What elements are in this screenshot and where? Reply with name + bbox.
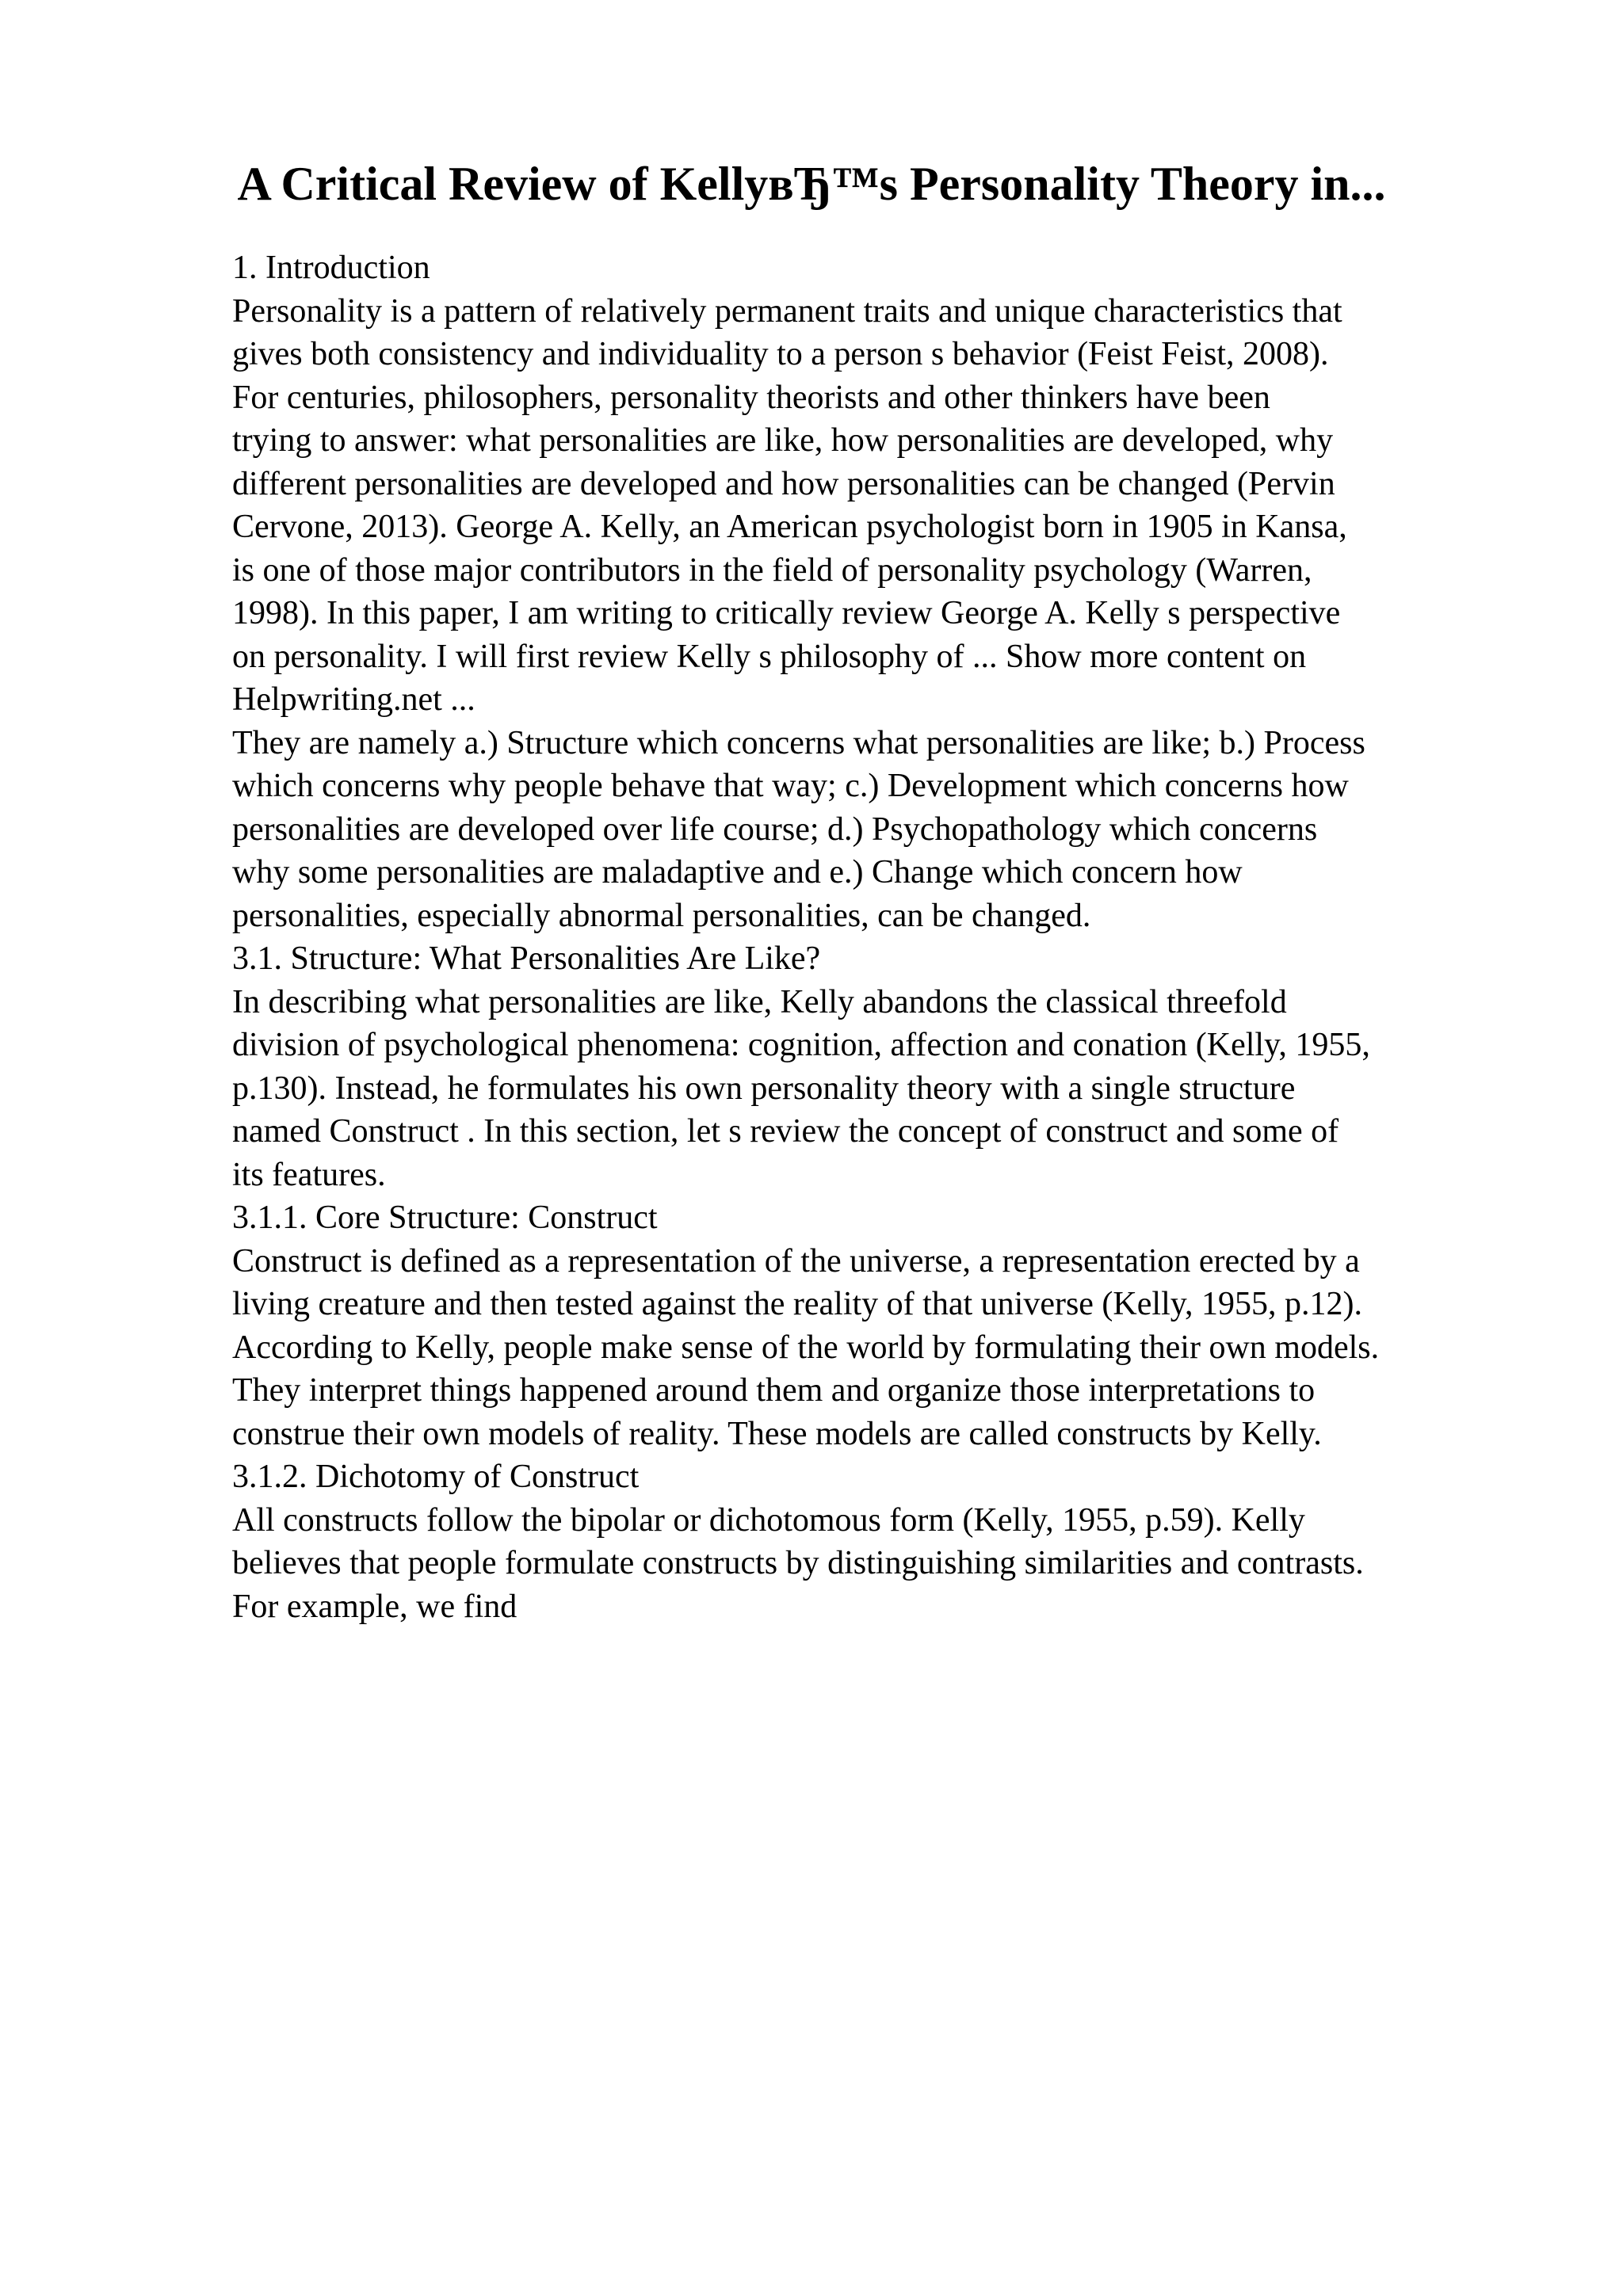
body-line: Personality is a pattern of relatively permanent traits and unique characteristics that	[232, 292, 1342, 330]
body-line: They interpret things happened around them and organize those interpretations to	[232, 1372, 1316, 1409]
body-line: personalities, especially abnormal personalities, can be changed.	[232, 897, 1091, 934]
body-line: which concerns why people behave that way; c.) Development which concerns how	[232, 768, 1349, 804]
body-line: on personality. I will first review Kelly s philosophy of ... Show more content on	[232, 638, 1307, 675]
document-title: A Critical Review of KellyвЂ™s Personality Theory in...	[237, 158, 1386, 210]
body-line: its features.	[232, 1156, 386, 1193]
body-line: personalities are developed over life course; d.) Psychopathology which concerns	[232, 810, 1318, 848]
body-line: division of psychological phenomena: cognition, affection and conation (Kelly, 1955,	[232, 1027, 1370, 1063]
body-line: different personalities are developed and how personalities can be changed (Pervin	[232, 465, 1335, 502]
section-heading-core-structure: 3.1.1. Core Structure: Construct	[232, 1199, 658, 1236]
body-line: Cervone, 2013). George A. Kelly, an American psychologist born in 1905 in Kansa,	[232, 509, 1347, 545]
body-line: Helpwriting.net ...	[232, 681, 475, 718]
body-line: named Construct . In this section, let s review the concept of construct and some of	[232, 1113, 1339, 1150]
body-line: Construct is defined as a representation of the universe, a representation erected by a	[232, 1242, 1360, 1280]
body-line: construe their own models of reality. These models are called constructs by Kelly.	[232, 1415, 1322, 1452]
section-heading-introduction: 1. Introduction	[232, 250, 430, 286]
body-line: is one of those major contributors in the field of personality psychology (Warren,	[232, 551, 1312, 589]
body-line: why some personalities are maladaptive and e.) Change which concern how	[232, 854, 1243, 891]
section-heading-dichotomy: 3.1.2. Dichotomy of Construct	[232, 1459, 640, 1495]
body-line: trying to answer: what personalities are like, how personalities are developed, why	[232, 422, 1334, 459]
body-line: gives both consistency and individuality to a person s behavior (Feist Feist, 2008).	[232, 336, 1329, 372]
document-body	[232, 246, 1532, 1628]
body-line: In describing what personalities are like, Kelly abandons the classical threefold	[232, 983, 1287, 1020]
body-line: 1998). In this paper, I am writing to critically review George A. Kelly s perspective	[232, 595, 1341, 631]
body-line: They are namely a.) Structure which concerns what personalities are like; b.) Process	[232, 724, 1365, 761]
section-heading-structure: 3.1. Structure: What Personalities Are Like?	[232, 940, 821, 977]
body-line: living creature and then tested against the reality of that universe (Kelly, 1955, p.12).	[232, 1286, 1362, 1322]
body-line: believes that people formulate constructs by distinguishing similarities and contrasts.	[232, 1545, 1364, 1581]
body-line: All constructs follow the bipolar or dichotomous form (Kelly, 1955, p.59). Kelly	[232, 1501, 1305, 1539]
body-line: For example, we find	[232, 1588, 517, 1625]
body-line: According to Kelly, people make sense of the world by formulating their own models.	[232, 1329, 1380, 1366]
body-line: p.130). Instead, he formulates his own personality theory with a single structure	[232, 1070, 1296, 1107]
body-line: For centuries, philosophers, personality theorists and other thinkers have been	[232, 379, 1270, 416]
